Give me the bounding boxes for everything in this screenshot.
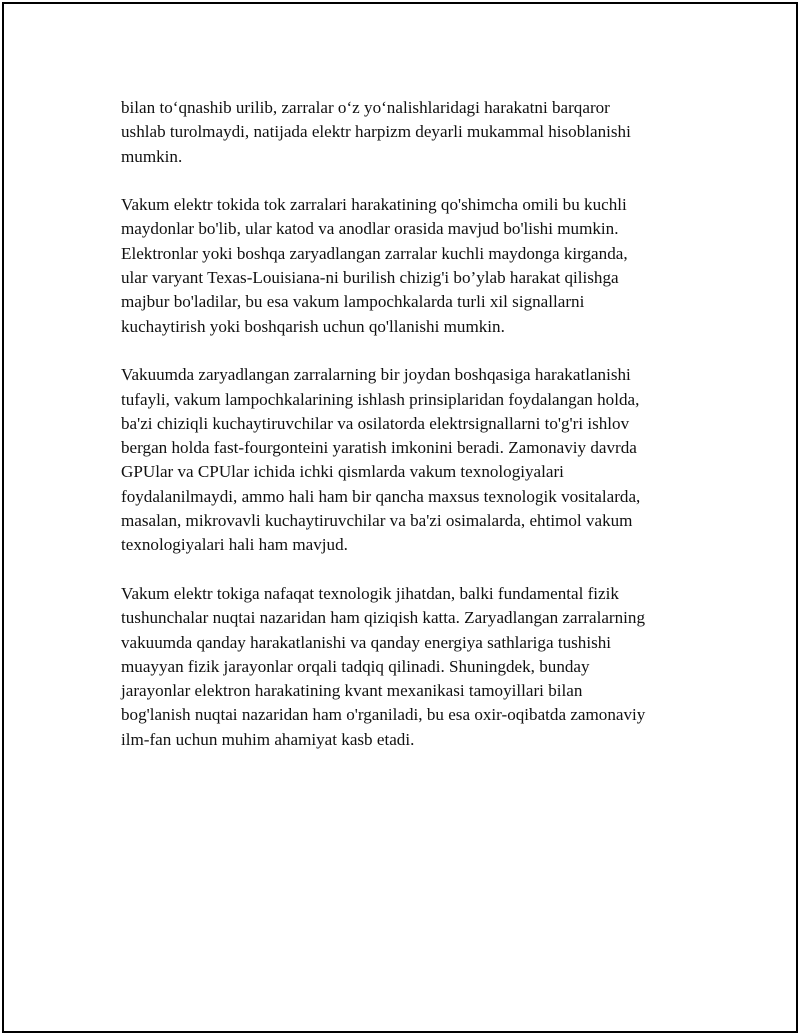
document-body: [121, 96, 701, 776]
paragraph-2: Vakum elektr tokida tok zarralari harakatining qo'shimcha omili bu kuchli maydonlar bo'lib, ular katod va anodlar orasida mavjud bo'lishi mumkin. Elektronlar yoki boshqa zaryadlangan zarralar kuchli maydonga kirganda, ular varyant Texas-Louisiana-ni burilish chizig'i bo’ylab harakat qilishga majbur bo'ladilar, bu esa vakum lampochkalarda turli xil signallarni kuchaytirish yoki boshqarish uchun qo'llanishi mumkin.: [121, 195, 628, 336]
page-frame: [2, 2, 798, 1033]
paragraph-3: Vakuumda zaryadlangan zarralarning bir joydan boshqasiga harakatlanishi tufayli, vakum lampochkalarining ishlash prinsiplaridan foydalangan holda, ba'zi chiziqli kuchaytiruvchilar va osilatorda elektrsignallarni to'g'ri ishlov bergan holda fast-fourgonteini yaratish imkonini beradi. Zamonaviy davrda GPUlar va CPUlar ichida ichki qismlarda vakum texnologiyalari foydalanilmaydi, ammo hali ham bir qancha maxsus texnologik vositalarda, masalan, mikrovavli kuchaytiruvchilar va ba'zi osimalarda, ehtimol vakum texnologiyalari hali ham mavjud.: [121, 365, 641, 555]
paragraph-4: Vakum elektr tokiga nafaqat texnologik jihatdan, balki fundamental fizik tushunchalar nuqtai nazaridan ham qiziqish katta. Zaryadlangan zarralarning vakuumda qanday harakatlanishi va qanday energiya sathlariga tushishi muayyan fizik jarayonlar orqali tadqiq qilinadi. Shuningdek, bunday jarayonlar elektron harakatining kvant mexanikasi tamoyillari bilan bog'lanish nuqtai nazaridan ham o'rganiladi, bu esa oxir-oqibatda zamonaviy ilm-fan uchun muhim ahamiyat kasb etadi.: [121, 583, 646, 749]
paragraph-1: bilan to‘qnashib urilib, zarralar o‘z yo‘nalishlaridagi harakatni barqaror ushlab turolmaydi, natijada elektr harpizm deyarli mukammal hisoblanishi mumkin.: [121, 98, 631, 166]
